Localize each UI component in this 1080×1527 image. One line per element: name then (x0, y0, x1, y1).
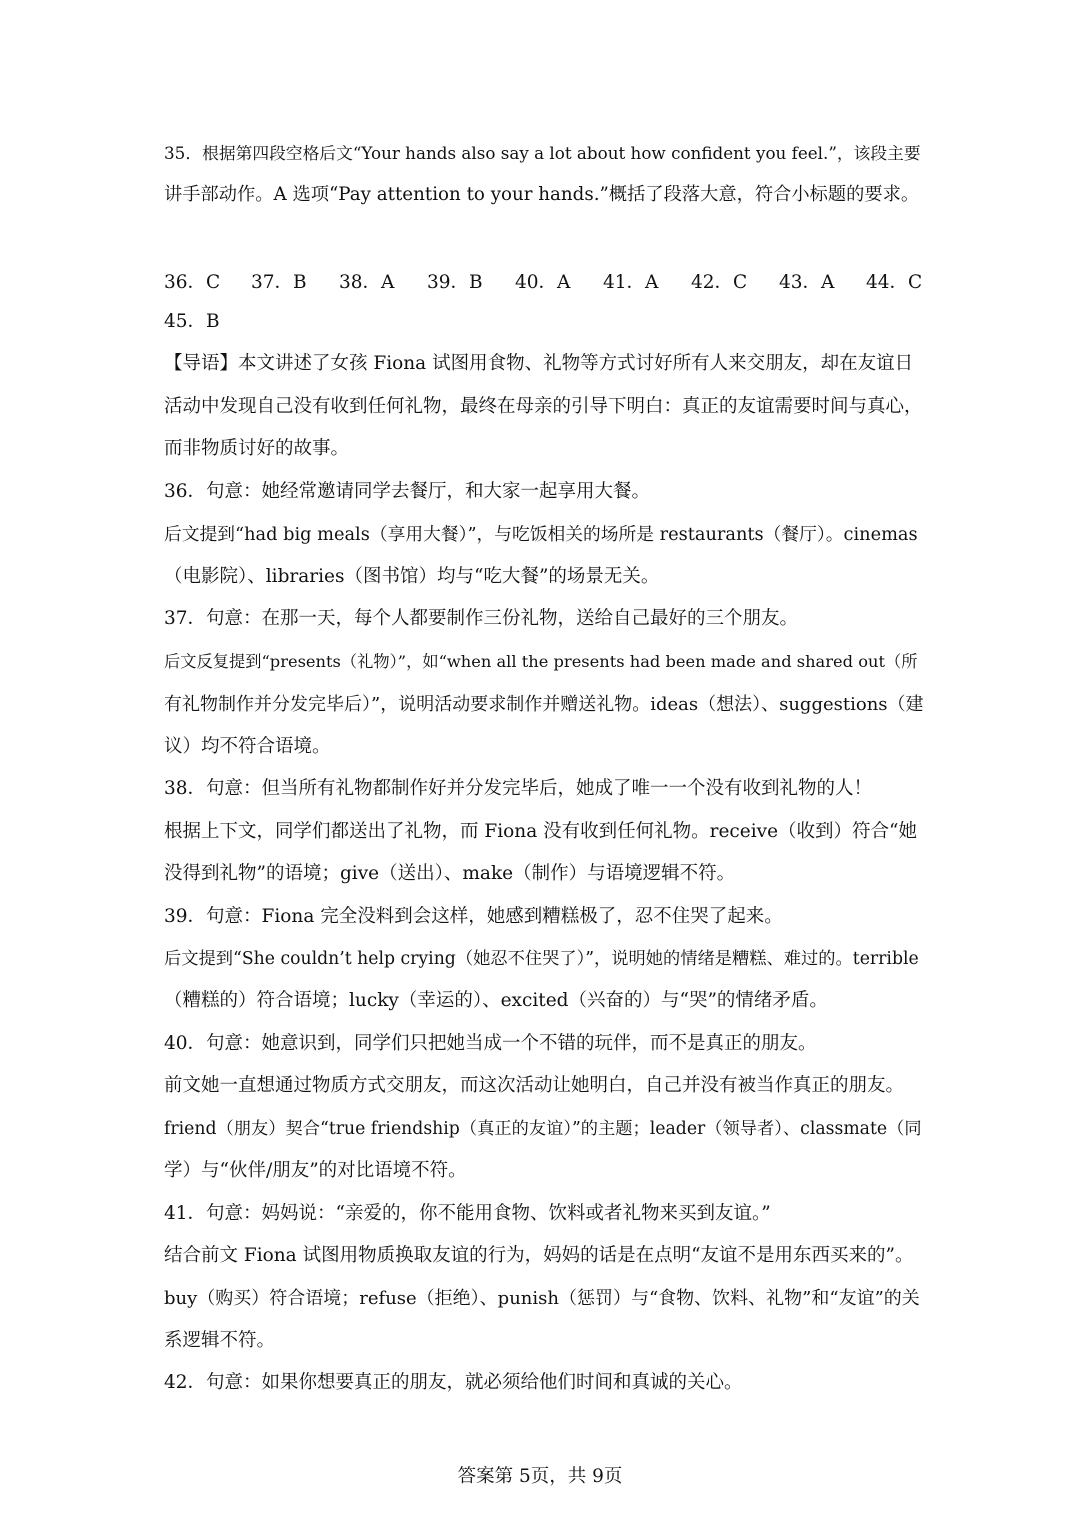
explanation-line: 40．句意：她意识到，同学们只把她当成一个不错的玩伴，而不是真正的朋友。 (164, 1033, 817, 1054)
explanation-line: 前文她一直想通过物质方式交朋友，而这次活动让她明白，自己并没有被当作真正的朋友。 (164, 1075, 905, 1096)
intro-line-3: 而非物质讨好的故事。 (164, 438, 350, 459)
explanation-line: 37．句意：在那一天，每个人都要制作三份礼物，送给自己最好的三个朋友。 (164, 608, 799, 629)
answer-40: 40．A (515, 272, 571, 293)
explanation-line: （糟糕的）符合语境；lucky（幸运的）、excited（兴奋的）与“哭”的情绪矛盾。 (164, 990, 828, 1011)
answer-42: 42．C (691, 272, 748, 293)
answer-39: 39．B (427, 272, 483, 293)
intro-line-2: 活动中发现自己没有收到任何礼物，最终在母亲的引导下明白：真正的友谊需要时间与真心， (164, 396, 923, 417)
explanation-line: friend（朋友）契合“true friendship（真正的友谊）”的主题；leader（领导者）、classmate（同 (164, 1119, 922, 1139)
q35-line-2: 讲手部动作。A 选项“Pay attention to your hands.”概括了段落大意，符合小标题的要求。 (164, 184, 920, 205)
intro-line-1: 【导语】本文讲述了女孩 Fiona 试图用食物、礼物等方式讨好所有人来交朋友，却在友谊日 (164, 353, 914, 374)
answer-38: 38．A (339, 272, 395, 293)
explanation-line: 议）均不符合语境。 (164, 736, 331, 757)
explanation-line: 有礼物制作并分发完毕后）”，说明活动要求制作并赠送礼物。ideas（想法）、suggestions（建 (164, 694, 924, 715)
explanation-line: （电影院）、libraries（图书馆）均与“吃大餐”的场景无关。 (164, 566, 660, 587)
explanation-line: 39．句意：Fiona 完全没料到会这样，她感到糟糕极了，忍不住哭了起来。 (164, 906, 783, 927)
explanation-line: buy（购买）符合语境；refuse（拒绝）、punish（惩罚）与“食物、饮料、礼物”和“友谊”的关 (164, 1288, 920, 1309)
explanation-line: 学）与“伙伴/朋友”的对比语境不符。 (164, 1160, 467, 1181)
q35-line-1: 35．根据第四段空格后文“Your hands also say a lot about how confident you feel.”，该段主要 (164, 143, 921, 163)
answer-37: 37．B (251, 272, 307, 293)
explanation-line: 没得到礼物”的语境；give（送出）、make（制作）与语境逻辑不符。 (164, 863, 736, 884)
page-footer: 答案第 5页，共 9页 (457, 1466, 623, 1487)
explanation-line: 系逻辑不符。 (164, 1330, 276, 1351)
answer-41: 41．A (603, 272, 659, 293)
answer-44: 44．C (866, 272, 923, 293)
explanation-line: 41．句意：妈妈说：“亲爱的，你不能用食物、饮料或者礼物来买到友谊。” (164, 1203, 771, 1224)
answer-43: 43．A (779, 272, 835, 293)
explanation-line: 后文提到“had big meals（享用大餐）”，与吃饭相关的场所是 restaurants（餐厅）。cinemas (164, 525, 918, 545)
answer-36: 36．C (164, 272, 221, 293)
explanation-line: 36．句意：她经常邀请同学去餐厅，和大家一起享用大餐。 (164, 481, 651, 502)
explanation-line: 42．句意：如果你想要真正的朋友，就必须给他们时间和真诚的关心。 (164, 1372, 743, 1393)
explanation-line: 结合前文 Fiona 试图用物质换取友谊的行为，妈妈的话是在点明“友谊不是用东西买来的”。 (164, 1245, 914, 1266)
explanation-line: 根据上下文，同学们都送出了礼物，而 Fiona 没有收到任何礼物。receive（收到）符合“她 (164, 821, 917, 842)
answer-key-row (164, 268, 924, 292)
explanation-line: 38．句意：但当所有礼物都制作好并分发完毕后，她成了唯一一个没有收到礼物的人！ (164, 778, 873, 799)
explanation-line: 后文提到“She couldn’t help crying（她忍不住哭了）”，说明她的情绪是糟糕、难过的。terrible (164, 949, 919, 969)
answer-45: 45．B (164, 311, 220, 332)
explanation-line: 后文反复提到“presents（礼物）”，如“when all the presents had been made and shared out（所 (164, 652, 918, 671)
